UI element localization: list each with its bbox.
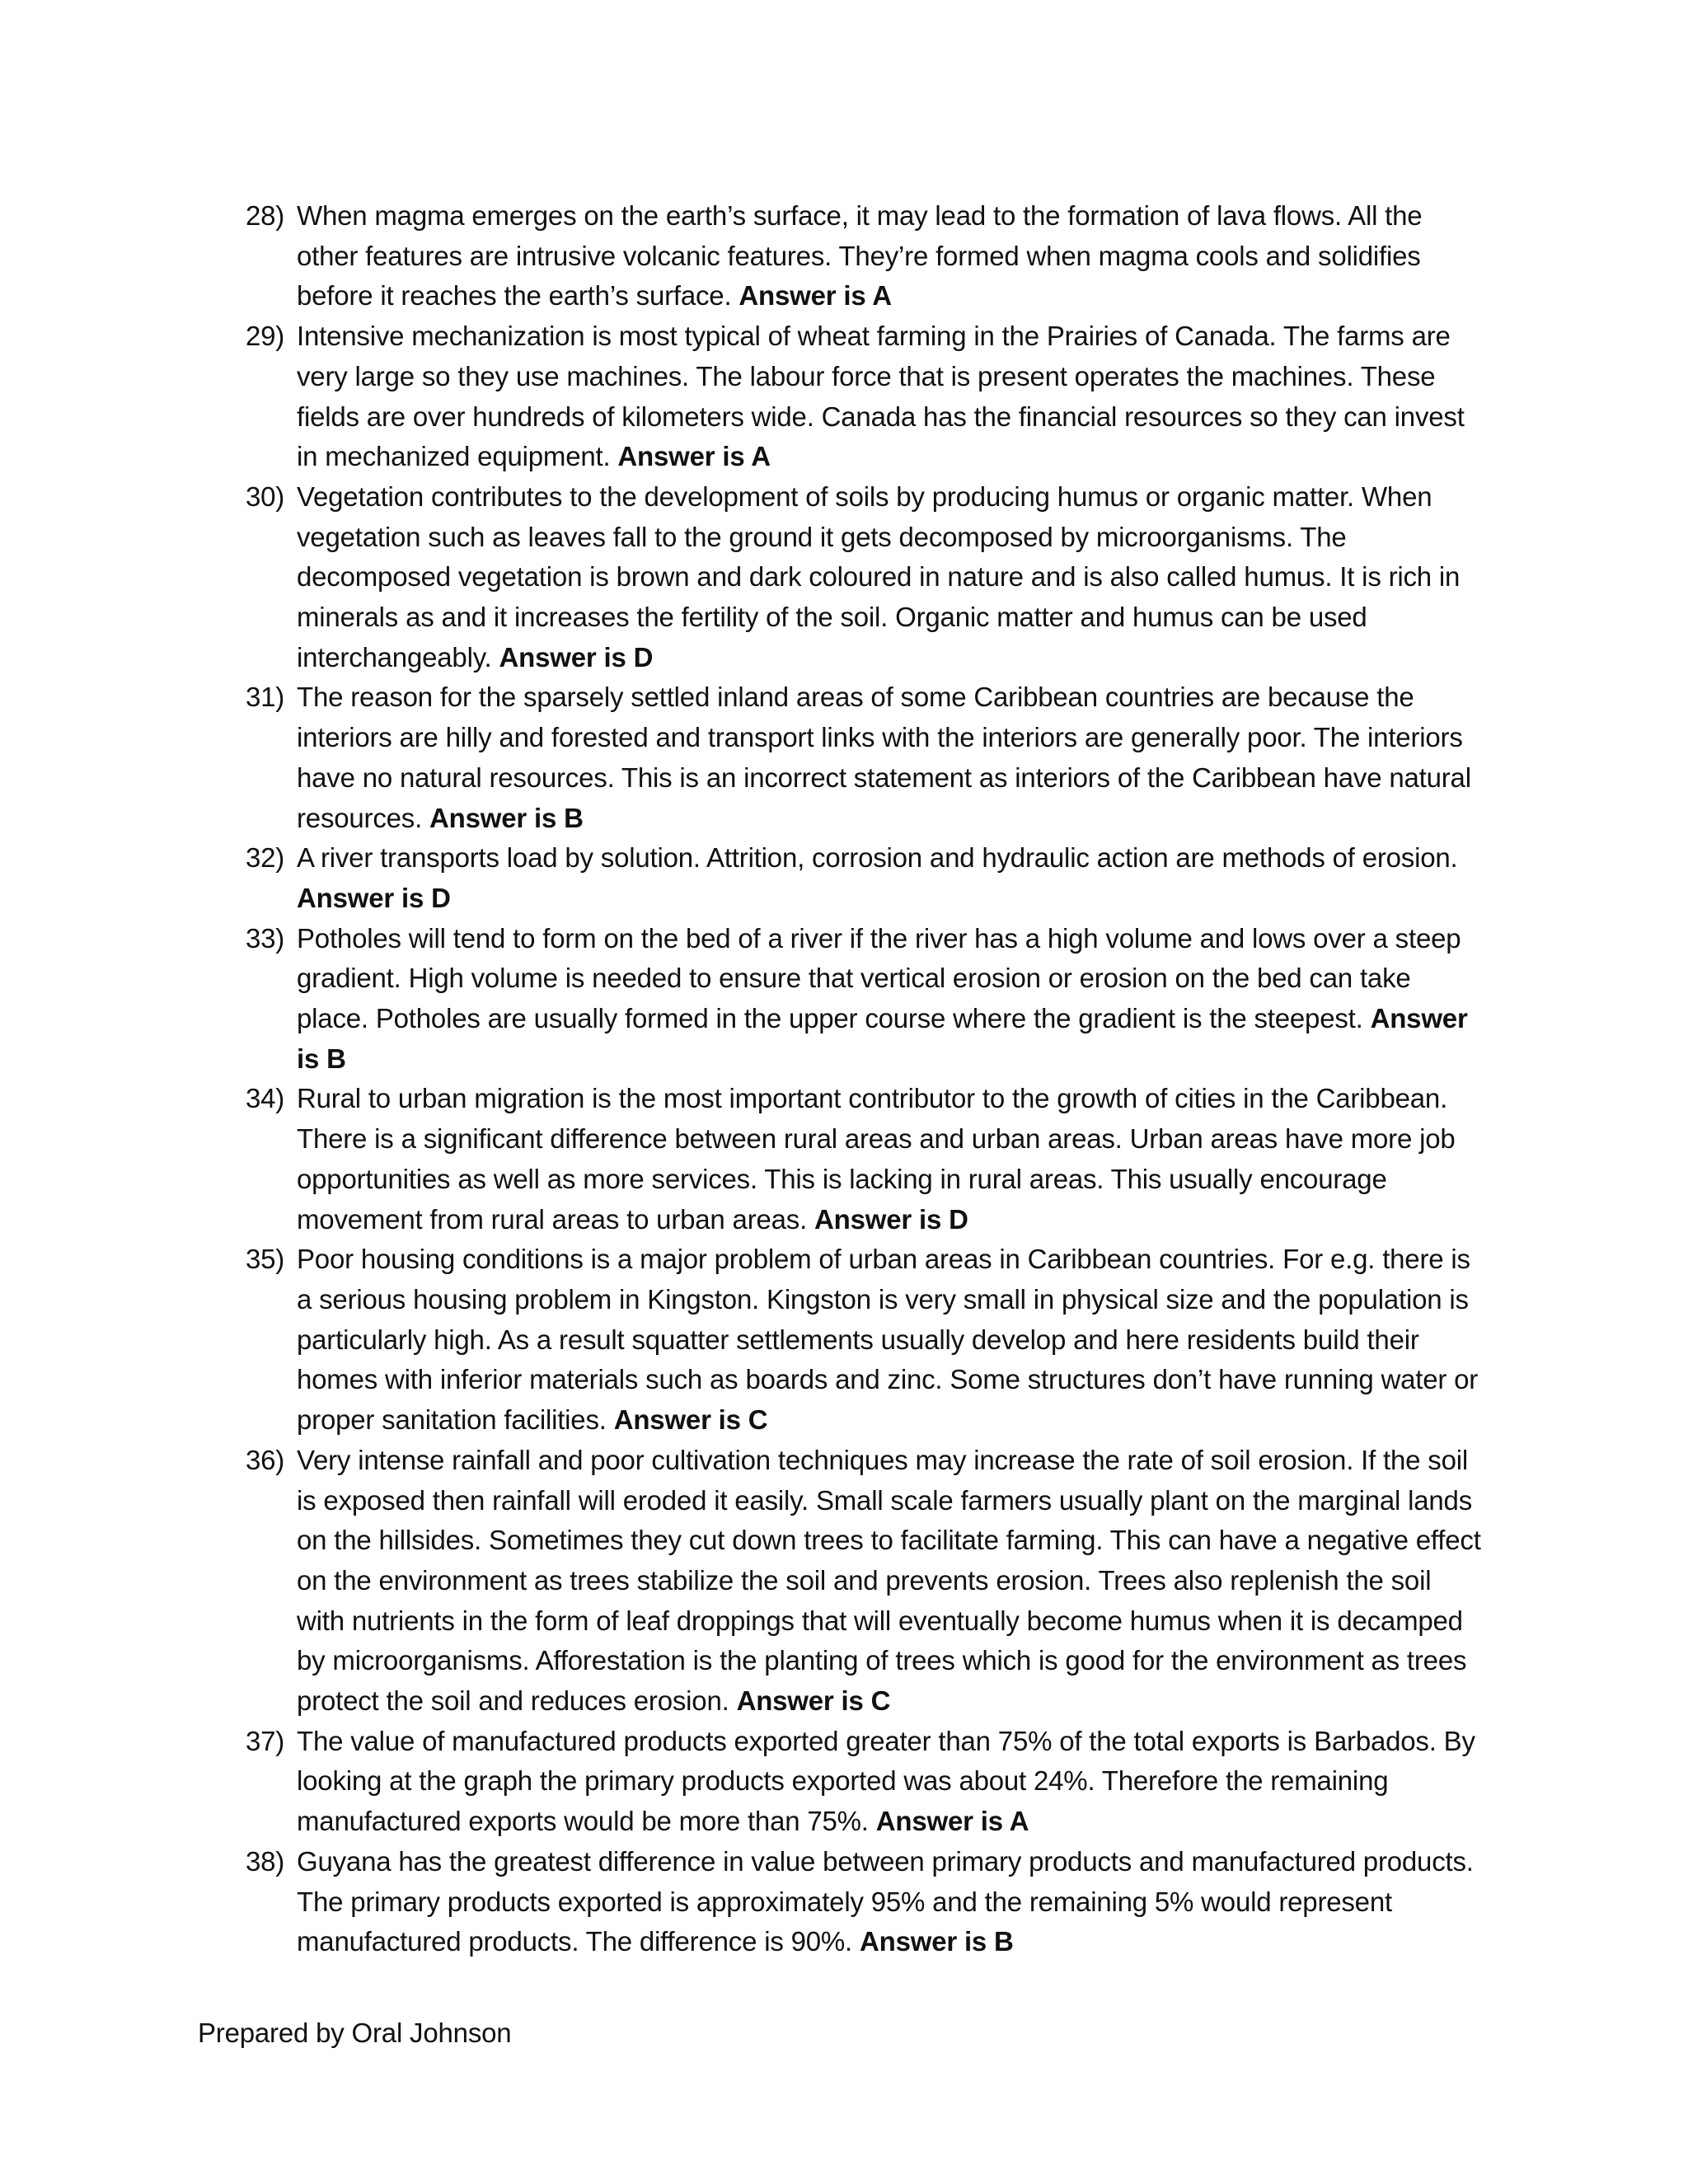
item-answer: Answer is D xyxy=(297,882,451,913)
item-number: 32) xyxy=(246,842,285,874)
answer-item-35 xyxy=(246,1240,1482,1441)
answer-item-33 xyxy=(246,919,1482,1080)
item-answer: Answer is C xyxy=(613,1404,768,1436)
answer-item-28 xyxy=(246,196,1482,316)
item-answer: Answer is A xyxy=(875,1806,1029,1837)
answer-item-31 xyxy=(246,677,1482,838)
item-explanation: Vegetation contributes to the development of soils by producing humus or organic matter. When vegetation such as leaves fall to the ground it gets decomposed by microorganisms. The decomposed vegetation is brown and dark coloured in nature and is also called humus. It is rich in minerals as and it increases the fertility of the soil. Organic matter and humus can be used interchangeably. xyxy=(297,480,1461,673)
answer-item-37 xyxy=(246,1722,1482,1842)
item-number: 37) xyxy=(246,1725,285,1756)
answer-item-30 xyxy=(246,477,1482,678)
item-explanation: Rural to urban migration is the most important contributor to the growth of cities in the Caribbean. There is a significant difference between rural areas and urban areas. Urban areas have more job opportunities as well as more services. This is lacking in rural areas. This usually encourage movement from rural areas to urban areas. xyxy=(297,1083,1456,1235)
answer-item-38 xyxy=(246,1842,1482,1962)
item-explanation: Guyana has the greatest difference in value between primary products and manufactured products. The primary products exported is approximately 95% and the remaining 5% would represent manufactured products. The difference is 90%. xyxy=(297,1845,1474,1957)
item-answer: Answer is B xyxy=(297,1003,1468,1074)
item-answer: Answer is A xyxy=(738,280,892,312)
answer-list xyxy=(246,196,1482,1962)
item-answer: Answer is B xyxy=(859,1926,1014,1957)
item-explanation: The value of manufactured products exported greater than 75% of the total exports is Barbados. By looking at the graph the primary products exported was about 24%. Therefore the remaining manufactured exports would be more than 75%. xyxy=(297,1725,1475,1837)
item-answer: Answer is B xyxy=(429,802,584,833)
page-footer: Prepared by Oral Johnson xyxy=(198,2018,512,2048)
answer-item-34 xyxy=(246,1079,1482,1240)
item-number: 34) xyxy=(246,1083,285,1114)
item-number: 38) xyxy=(246,1845,285,1877)
item-explanation: The reason for the sparsely settled inland areas of some Caribbean countries are because the interiors are hilly and forested and transport links with the interiors are generally poor. The interiors have no natural resources. This is an incorrect statement as interiors of the Caribbean have natural resources. xyxy=(297,682,1471,833)
item-number: 28) xyxy=(246,200,285,231)
item-answer: Answer is D xyxy=(499,641,654,673)
item-number: 29) xyxy=(246,321,285,352)
item-explanation: Potholes will tend to form on the bed of a river if the river has a high volume and lows over a steep gradient. High volume is needed to ensure that vertical erosion or erosion on the bed can take place. Potholes are usually formed in the upper course where the gradient is the steepest. xyxy=(297,922,1461,1034)
item-explanation: A river transports load by solution. Attrition, corrosion and hydraulic action are methods of erosion. xyxy=(297,842,1458,874)
answer-item-36 xyxy=(246,1441,1482,1722)
item-answer: Answer is A xyxy=(617,441,771,472)
item-number: 31) xyxy=(246,682,285,713)
item-explanation: Poor housing conditions is a major problem of urban areas in Caribbean countries. For e.g. there is a serious housing problem in Kingston. Kingston is very small in physical size and the population is particularly high. As a result squatter settlements usually develop and here residents build their homes with inferior materials such as boards and zinc. Some structures don’t have running water or proper sanitation facilities. xyxy=(297,1244,1479,1436)
item-explanation: When magma emerges on the earth’s surface, it may lead to the formation of lava flows. All the other features are intrusive volcanic features. They’re formed when magma cools and solidifies before it reaches the earth’s surface. xyxy=(297,200,1423,312)
item-answer: Answer is D xyxy=(814,1203,968,1235)
item-number: 33) xyxy=(246,922,285,954)
item-answer: Answer is C xyxy=(736,1685,891,1717)
item-number: 36) xyxy=(246,1444,285,1475)
item-number: 35) xyxy=(246,1244,285,1275)
answer-item-32 xyxy=(246,838,1482,918)
item-explanation: Very intense rainfall and poor cultivation techniques may increase the rate of soil erosion. If the soil is exposed then rainfall will eroded it easily. Small scale farmers usually plant on the marginal lands on the hillsides. Sometimes they cut down trees to facilitate farming. This can have a negative effect on the environment as trees stabilize the soil and prevents erosion. Trees also replenish the soil with nutrients in the form of leaf droppings that will eventually become humus when it is decamped by microorganisms. Afforestation is the planting of trees which is good for the environment as trees protect the soil and reduces erosion. xyxy=(297,1444,1481,1717)
item-number: 30) xyxy=(246,480,285,512)
answer-item-29 xyxy=(246,316,1482,477)
item-explanation: Intensive mechanization is most typical of wheat farming in the Prairies of Canada. The farms are very large so they use machines. The labour force that is present operates the machines. These fields are over hundreds of kilometers wide. Canada has the financial resources so they can invest in mechanized equipment. xyxy=(297,321,1465,472)
